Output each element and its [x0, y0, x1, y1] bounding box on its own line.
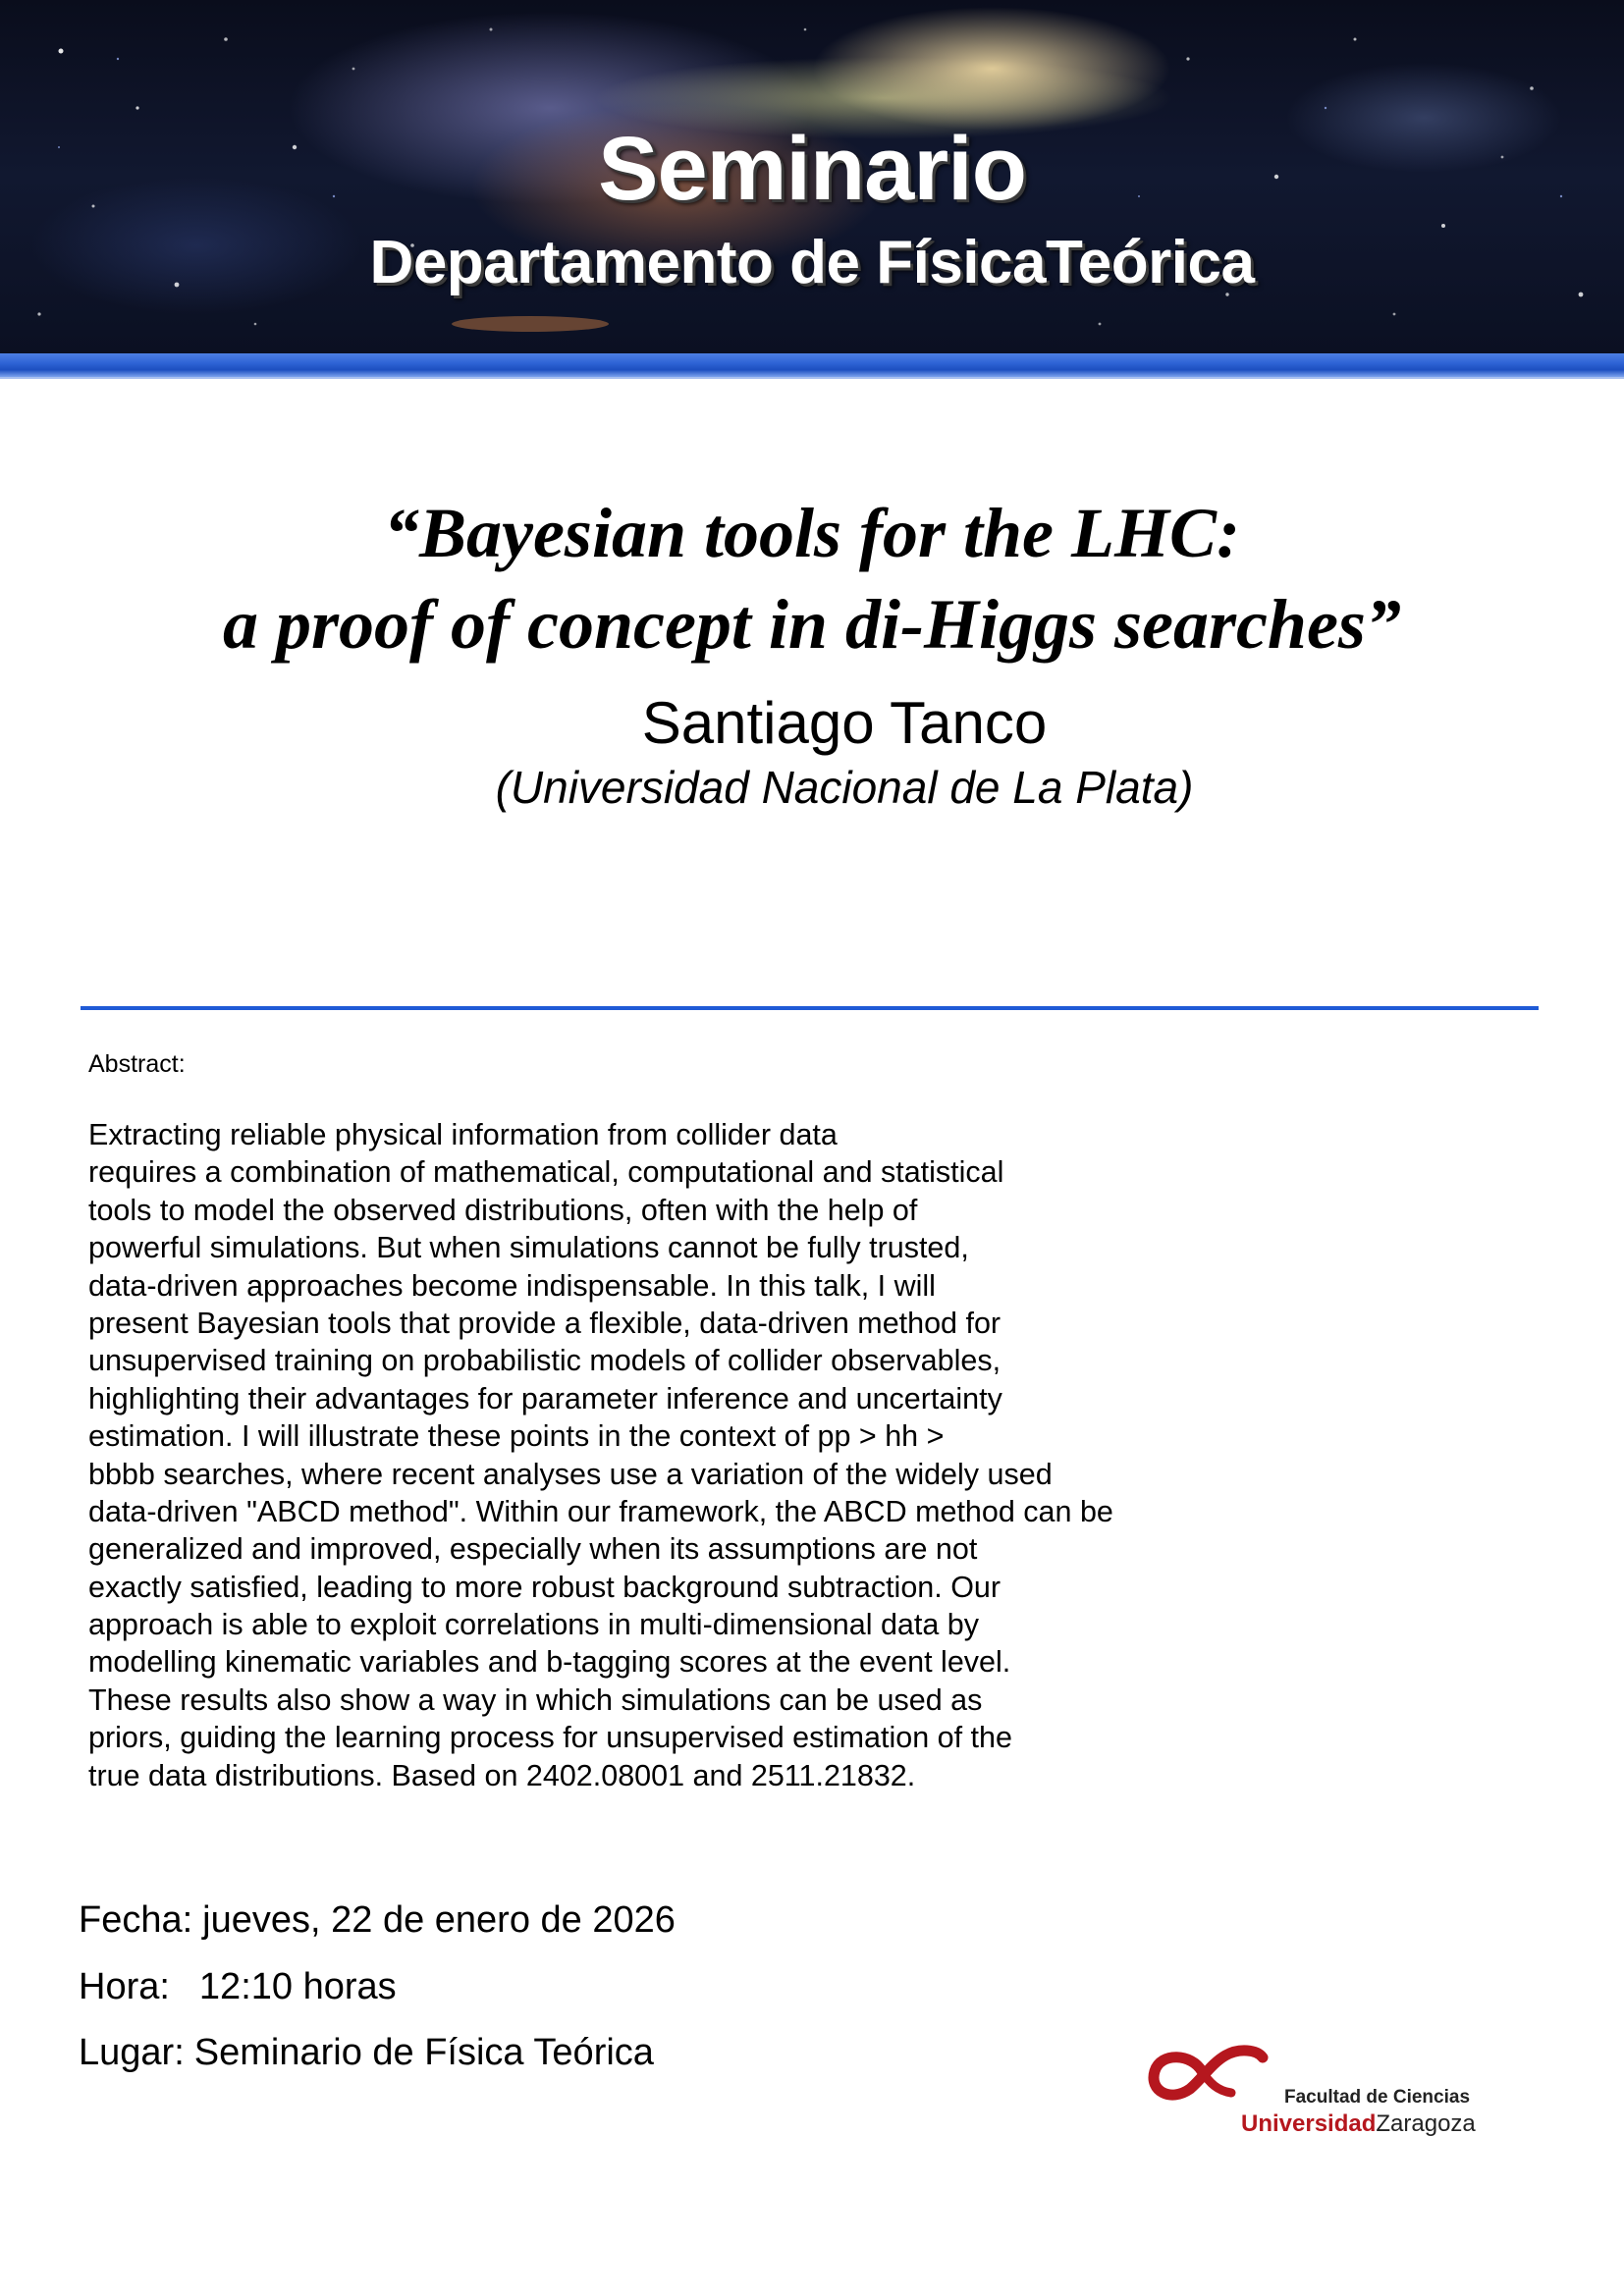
university-logo-icon	[1141, 2040, 1278, 2109]
event-place	[79, 2032, 654, 2074]
university-name-bold: Universidad	[1241, 2110, 1377, 2137]
abstract-line: modelling kinematic variables and b-tagging scores at the event level.	[88, 1645, 1011, 1680]
abstract-line: priors, guiding the learning process for unsupervised estimation of the	[88, 1721, 1012, 1755]
abstract-line: powerful simulations. But when simulations cannot be fully trusted,	[88, 1231, 969, 1265]
abstract-line: true data distributions. Based on 2402.08001 and 2511.21832.	[88, 1758, 916, 1792]
speaker-name: Santiago Tanco	[641, 690, 1048, 756]
header-light-rule	[0, 377, 1624, 379]
seminar-title: Seminario	[598, 119, 1026, 219]
university-name-city: Zaragoza	[1376, 2110, 1476, 2137]
department-title: Departamento de FísicaTeórica	[369, 229, 1255, 296]
abstract-line: unsupervised training on probabilistic models of collider observables,	[88, 1344, 1001, 1378]
abstract-label: Abstract:	[88, 1050, 186, 1078]
university-logo	[1141, 2040, 1475, 2138]
abstract-line: data-driven "ABCD method". Within our framework, the ABCD method can be	[88, 1494, 1113, 1528]
abstract-line: requires a combination of mathematical, computational and statistical	[88, 1155, 1004, 1190]
abstract-line: exactly satisfied, leading to more robust background subtraction. Our	[88, 1570, 1001, 1604]
abstract-line: highlighting their advantages for parameter inference and uncertainty	[88, 1381, 1002, 1415]
date-value: jueves, 22 de enero de 2026	[202, 1899, 676, 1941]
time-value: 12:10 horas	[198, 1966, 397, 2007]
university-name	[1241, 2110, 1476, 2138]
abstract-line: approach is able to exploit correlations in multi-dimensional data by	[88, 1608, 980, 1642]
event-date	[79, 1899, 676, 1942]
abstract-line: bbbb searches, where recent analyses use a variation of the widely used	[88, 1457, 1053, 1491]
speaker-affiliation: (Universidad Nacional de La Plata)	[495, 762, 1194, 813]
abstract-line: tools to model the observed distributions, often with the help of	[88, 1193, 918, 1227]
talk-title-line2: a proof of concept in di-Higgs searches”	[223, 585, 1401, 664]
abstract-line: estimation. I will illustrate these points in the context of pp > hh >	[88, 1419, 945, 1454]
abstract-line: generalized and improved, especially when its assumptions are not	[88, 1532, 978, 1567]
place-label: Lugar:	[79, 2032, 185, 2073]
faculty-name: Facultad de Ciencias	[1284, 2087, 1471, 2108]
date-label: Fecha:	[79, 1899, 193, 1941]
abstract-line: present Bayesian tools that provide a flexible, data-driven method for	[88, 1306, 1001, 1340]
abstract-text	[88, 1116, 1365, 1794]
section-divider	[81, 1006, 1539, 1010]
time-label: Hora:	[79, 1966, 170, 2007]
abstract-line: data-driven approaches become indispensable. In this talk, I will	[88, 1268, 936, 1303]
header-banner	[0, 0, 1624, 353]
event-time	[79, 1966, 397, 2008]
header-blue-rule	[0, 353, 1624, 377]
abstract-line: These results also show a way in which simulations can be used as	[88, 1682, 983, 1717]
talk-title-line1: “Bayesian tools for the LHC:	[383, 494, 1240, 572]
place-value: Seminario de Física Teórica	[193, 2032, 654, 2073]
abstract-line: Extracting reliable physical information from collider data	[88, 1118, 838, 1151]
